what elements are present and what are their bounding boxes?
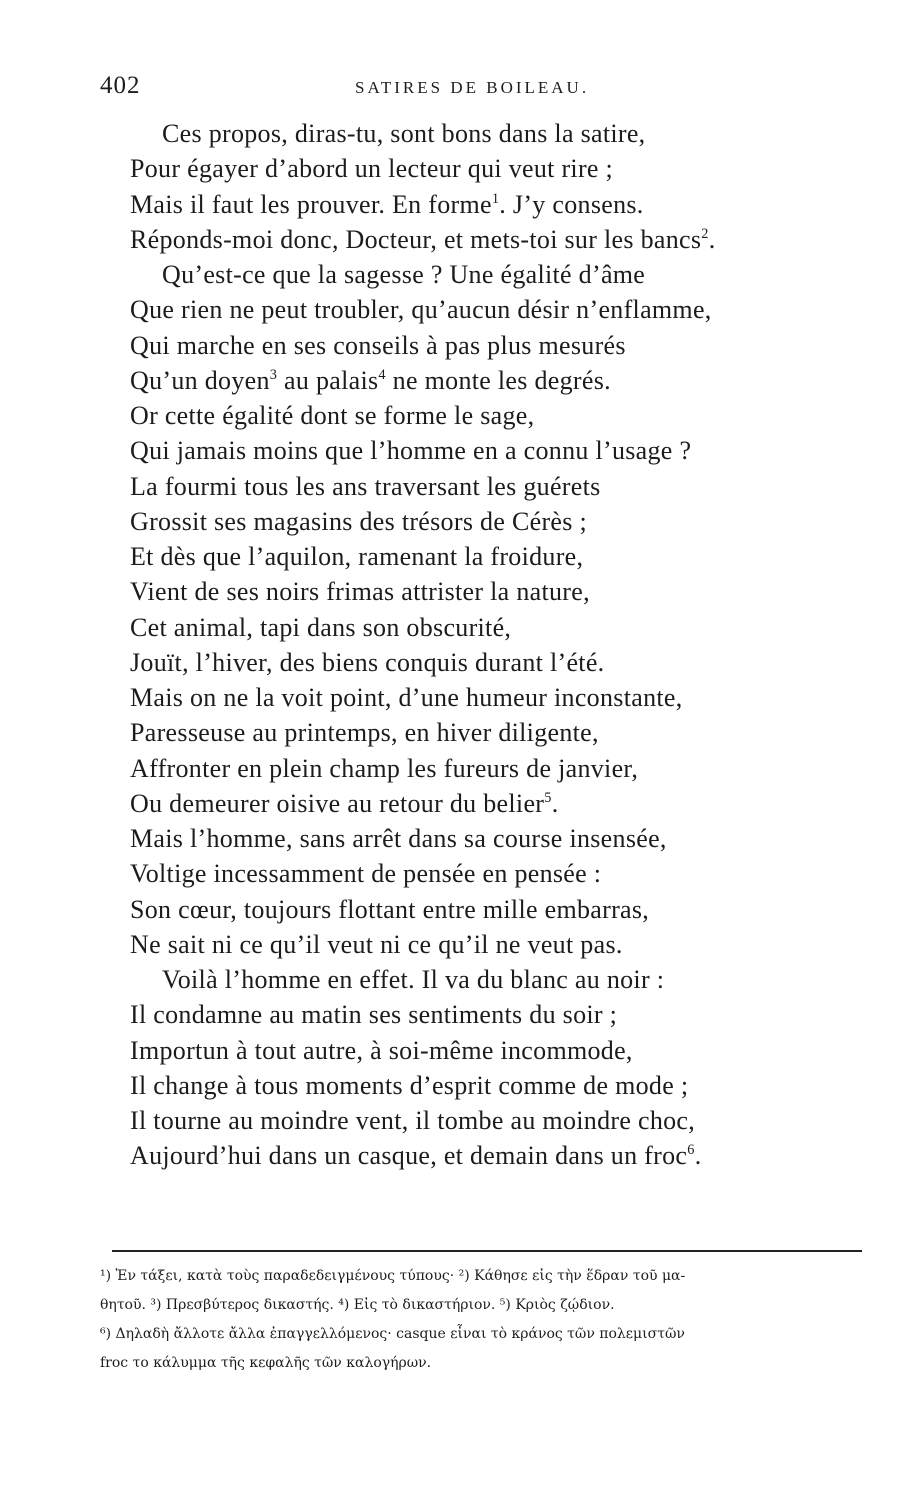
verse-line <box>130 856 850 891</box>
verse-text: Pour égayer d’abord un lecteur qui veut rire ; <box>130 154 614 184</box>
verse-line <box>130 116 850 151</box>
verse-line <box>130 680 850 715</box>
verse-text: Que rien ne peut troubler, qu’aucun désir n’enflamme, <box>130 295 712 325</box>
footnote-marker: 3 <box>269 366 278 383</box>
verse-text: Qui marche en ses conseils à pas plus mesurés <box>130 330 626 360</box>
verse-line <box>130 962 850 997</box>
verse-text: Voilà l’homme en effet. Il va du blanc au noir : <box>162 965 665 994</box>
verse-text: Mais on ne la voit point, d’une humeur inconstante, <box>130 683 683 712</box>
verse-text: Qui jamais moins que l’homme en a connu l’usage ? <box>130 436 692 466</box>
footnote-marker: 2 <box>701 225 709 242</box>
verse-text: Ou demeurer oisive au retour du belier <box>130 788 545 818</box>
verse-line <box>130 469 850 504</box>
verse-line <box>130 821 850 856</box>
verse-text: Il tourne au moindre vent, il tombe au moindre choc, <box>130 1106 696 1135</box>
verse-line <box>130 927 850 962</box>
verse-line <box>130 715 850 750</box>
verse-text: Qu’un doyen <box>130 365 270 395</box>
verse-line <box>130 892 850 927</box>
verse-text: Réponds-moi donc, Docteur, et mets-toi sur les bancs <box>130 224 702 254</box>
verse-text: Mais l’homme, sans arrêt dans sa course insensée, <box>130 824 667 853</box>
verse-text-continued: . <box>694 1141 702 1171</box>
footnote-line: froc το κάλυμμα τῆς κεφαλῆς τῶν καλογήρων. <box>100 1355 432 1371</box>
verse-text: Paresseuse au printemps, en hiver diligente, <box>130 718 599 748</box>
verse-text: Aujourd’hui dans un casque, et demain dans un froc <box>130 1141 688 1171</box>
verse-text: Mais il faut les prouver. En forme <box>130 189 492 219</box>
verse-text: Vient de ses noirs frimas attrister la nature, <box>130 577 590 607</box>
verse-line <box>130 751 850 786</box>
verse-line <box>130 504 850 539</box>
verse-text: La fourmi tous les ans traversant les guérets <box>130 471 601 501</box>
verse-line <box>130 292 850 327</box>
verse-text: Or cette égalité dont se forme le sage, <box>130 401 535 430</box>
verse-line <box>130 786 850 821</box>
verse-line <box>130 997 850 1032</box>
verse-text: Il change à tous moments d’esprit comme de mode ; <box>130 1070 689 1100</box>
verse-line <box>130 574 850 609</box>
verse-text: Cet animal, tapi dans son obscurité, <box>130 612 512 642</box>
verse-line <box>130 1138 850 1173</box>
verse-text: Et dès que l’aquilon, ramenant la froidure, <box>130 542 584 571</box>
footnote-line: ⁶) Δηλαδὴ ἄλλοτε ἄλλα ἐπαγγελλόμενος· casque εἶναι τὸ κράνος τῶν πολεμιστῶν <box>100 1326 685 1342</box>
verse-line <box>130 1068 850 1103</box>
verse-line <box>130 187 850 222</box>
footnote-line: θητοῦ. ³) Πρεσβύτερος δικαστής. ⁴) Εἰς τὸ δικαστήριον. ⁵) Κριὸς ζῴδιον. <box>100 1297 615 1313</box>
verse-text: Importun à tout autre, à soi-même incommode, <box>130 1035 633 1065</box>
verse-text: Son cœur, toujours flottant entre mille embarras, <box>130 894 650 924</box>
verse-line <box>130 257 850 292</box>
verse-line <box>130 1103 850 1138</box>
verse-text: Affronter en plein champ les fureurs de janvier, <box>130 753 639 783</box>
verse-line <box>130 539 850 574</box>
footnote-line: ¹) Ἐν τάξει, κατὰ τοὺς παραδεδειγμένους τύπους· ²) Κάθησε εἰς τὴν ἕδραν τοῦ μα- <box>100 1268 686 1284</box>
verse-text-continued: au palais <box>277 365 379 395</box>
verse-line <box>130 610 850 645</box>
poem-text <box>130 116 850 1174</box>
verse-line <box>130 433 850 468</box>
verse-text: Ne sait ni ce qu’il veut ni ce qu’il ne veut pas. <box>130 929 623 959</box>
verse-text: Grossit ses magasins des trésors de Cérès ; <box>130 506 587 536</box>
footnote-divider <box>112 1250 862 1252</box>
verse-line <box>130 222 850 257</box>
footnote-marker: 6 <box>687 1142 695 1159</box>
verse-text-continued: . <box>551 788 559 818</box>
verse-line <box>130 645 850 680</box>
footnote-marker: 5 <box>544 789 552 806</box>
page-number: 402 <box>100 72 141 99</box>
verse-line <box>130 328 850 363</box>
footnotes <box>100 1262 870 1378</box>
verse-text: Voltige incessamment de pensée en pensée : <box>130 859 602 889</box>
verse-text-continued: . <box>708 224 716 254</box>
verse-line <box>130 1033 850 1068</box>
verse-line <box>130 151 850 186</box>
verse-line <box>130 363 850 398</box>
verse-text: Qu’est-ce que la sagesse ? Une égalité d’âme <box>162 260 646 289</box>
verse-text: Jouït, l’hiver, des biens conquis durant l’été. <box>130 647 605 677</box>
verse-text: Il condamne au matin ses sentiments du soir ; <box>130 1000 618 1030</box>
footnote-marker: 4 <box>378 366 386 383</box>
verse-line <box>130 398 850 433</box>
footnote-marker: 1 <box>491 190 500 207</box>
verse-text-continued: ne monte les degrés. <box>385 365 611 395</box>
running-title: SATIRES DE BOILEAU. <box>355 78 590 97</box>
verse-text: Ces propos, diras-tu, sont bons dans la satire, <box>162 119 646 148</box>
verse-text-continued: . J’y consens. <box>499 189 644 219</box>
